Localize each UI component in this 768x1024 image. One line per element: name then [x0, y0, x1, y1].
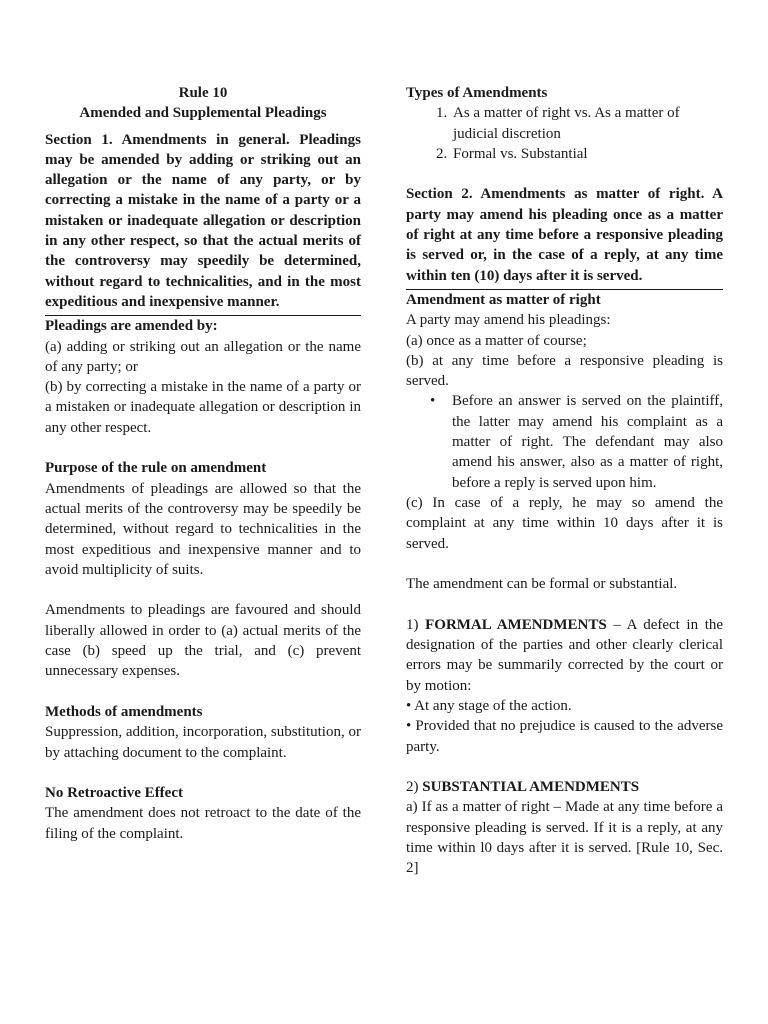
- retroactive-text: The amendment does not retroact to the date of the filing of the complaint.: [45, 805, 361, 842]
- substantial-label: SUBSTANTIAL AMENDMENTS: [422, 779, 640, 796]
- types-list: [406, 103, 723, 164]
- favoured-text: Amendments to pleadings are favoured and should liberally allowed in order to (a) actual merits of the case (b) speed up the trial, and (c) prevent unnecessary expenses.: [45, 602, 361, 680]
- substantial-number: 2): [406, 779, 419, 796]
- formal-number: 1): [406, 616, 419, 633]
- methods-heading: Methods of amendments: [45, 703, 203, 720]
- formal-bullet-2: • Provided that no prejudice is caused to the adverse party.: [406, 718, 723, 755]
- right-bullet-list: [406, 391, 723, 492]
- right-intro: A party may amend his pleadings:: [406, 312, 611, 329]
- right-c: (c) In case of a reply, he may so amend the complaint at any time within 10 days after it is served.: [406, 494, 723, 552]
- purpose-text: Amendments of pleadings are allowed so that the actual merits of the controversy may be speedily be determined, without regard to technicalities in the most expeditious and inexpensive manner and to avoid multiplicity of suits.: [45, 480, 361, 578]
- methods-text: Suppression, addition, incorporation, substitution, or by attaching document to the complaint.: [45, 724, 361, 761]
- right-a: (a) once as a matter of course;: [406, 332, 587, 349]
- list-item: 2. Formal vs. Substantial: [451, 144, 723, 164]
- amended-by-heading: Pleadings are amended by:: [45, 318, 218, 335]
- right-column: [406, 83, 723, 879]
- right-heading: Amendment as matter of right: [406, 291, 601, 308]
- left-column: [45, 83, 361, 844]
- amended-by-b: (b) by correcting a mistake in the name of a party or a mistaken or inadequate allegation or description in any other respect.: [45, 379, 361, 436]
- rule-title: Rule 10: [178, 85, 228, 101]
- purpose-heading: Purpose of the rule on amendment: [45, 460, 267, 477]
- retroactive-heading: No Retroactive Effect: [45, 785, 183, 802]
- rule-subtitle: Amended and Supplemental Pleadings: [79, 105, 327, 122]
- formal-label: FORMAL AMENDMENTS: [425, 616, 607, 633]
- formal-text: – A defect in the designation of the parties and other clearly clerical errors may be summarily corrected by the court or by motion:: [406, 616, 724, 694]
- section-1-text: Section 1. Amendments in general. Pleadings may be amended by adding or striking out an allegation or the name of any party, or by correcting a mistake in the name of a party or a mistaken or inadequate allegation or description in any other respect, so that the actual merits of the controversy may speedily be determined, without regard to technicalities, and in the most expeditious and inexpensive manner.: [45, 131, 361, 310]
- substantial-heading: [406, 777, 723, 797]
- section-2-text: Section 2. Amendments as matter of right. A party may amend his pleading once as a matter of right at any time before a responsive pleading is served or, in the case of a reply, at any time within ten (10) days after it is served.: [406, 186, 723, 284]
- divider: [406, 289, 723, 310]
- divider: [45, 315, 361, 336]
- types-heading: Types of Amendments: [406, 85, 548, 101]
- substantial-text: a) If as a matter of right – Made at any time before a responsive pleading is served. If it is a reply, at any time within l0 days after it is served. [Rule 10, Sec. 2]: [406, 799, 723, 877]
- list-item: • Before an answer is served on the plaintiff, the latter may amend his complaint as a matter of right. The defendant may also amend his answer, also as a matter of right, before a reply is served upon him.: [452, 391, 723, 492]
- list-item: 1. As a matter of right vs. As a matter of judicial discretion: [451, 103, 723, 144]
- amended-by-a: (a) adding or striking out an allegation or the name of any party; or: [45, 338, 361, 375]
- right-b: (b) at any time before a responsive pleading is served.: [406, 352, 723, 390]
- formal-amendments: [406, 615, 723, 696]
- formal-or-substantial: The amendment can be formal or substantial.: [406, 576, 678, 593]
- formal-bullet-1: • At any stage of the action.: [406, 697, 572, 714]
